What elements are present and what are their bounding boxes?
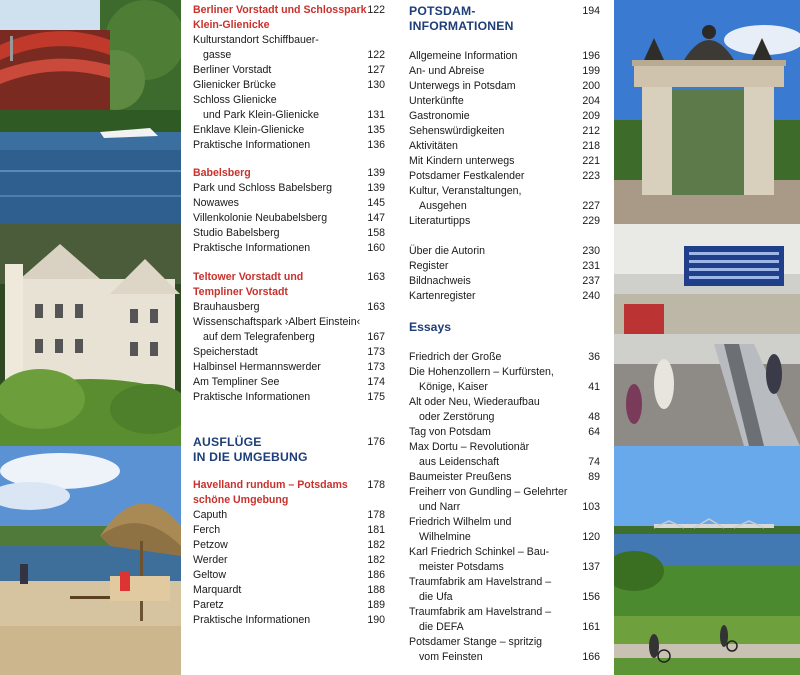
toc-entry-title <box>193 226 280 241</box>
toc-entry-title <box>193 390 310 405</box>
toc-entry-page-number: 237 <box>582 275 600 287</box>
toc-entry-title <box>409 124 504 139</box>
toc-entry-title <box>193 78 276 93</box>
toc-entry[interactable] <box>193 123 385 138</box>
toc-entry-title <box>409 395 540 425</box>
toc-entry[interactable] <box>193 315 385 345</box>
toc-entry-title-line: Praktische Informationen <box>193 391 311 403</box>
toc-entry-title <box>409 605 551 635</box>
toc-entry-page-number: 194 <box>582 5 600 17</box>
toc-entry-page-number: 139 <box>367 182 385 194</box>
toc-entry-title <box>409 79 516 94</box>
toc-entry-title <box>409 545 549 575</box>
toc-entry-page-number: 212 <box>582 125 600 137</box>
toc-entry-title-line: Geltow <box>193 569 226 581</box>
toc-entry-title-line: Gastronomie <box>409 110 470 122</box>
toc-entry[interactable] <box>409 289 600 304</box>
toc-entry-page-number: 158 <box>367 227 385 239</box>
toc-entry-title <box>409 289 476 304</box>
toc-entry-title-line: Glienicker Brücke <box>193 79 277 91</box>
toc-entry-title <box>409 4 514 34</box>
toc-entry[interactable] <box>409 109 600 124</box>
toc-entry-title <box>193 568 226 583</box>
toc-entry-title-line: Templiner Vorstadt <box>193 286 288 298</box>
toc-entry-page-number: 199 <box>582 65 600 77</box>
toc-entry-page-number: 209 <box>582 110 600 122</box>
toc-entry[interactable] <box>409 169 600 184</box>
toc-entry-title-line: Max Dortu – Revolutionär <box>409 441 530 453</box>
toc-entry[interactable] <box>409 485 600 515</box>
toc-entry-page-number: 122 <box>367 49 385 61</box>
toc-entry-title-line: die Ufa <box>419 591 453 603</box>
toc-entry[interactable] <box>193 241 385 256</box>
toc-entry[interactable] <box>409 94 600 109</box>
toc-entry-title-line: meister Potsdams <box>419 561 504 573</box>
toc-entry[interactable] <box>409 259 600 274</box>
toc-entry-page-number: 190 <box>367 614 385 626</box>
toc-entry-title-line: Teltower Vorstadt und <box>193 271 304 283</box>
toc-entry-title <box>409 440 529 470</box>
toc-entry-page-number: 218 <box>582 140 600 152</box>
toc-entry[interactable] <box>409 79 600 94</box>
toc-entry-title-line: Unterkünfte <box>409 95 464 107</box>
toc-entry-page-number: 145 <box>367 197 385 209</box>
toc-entry-title <box>409 515 511 545</box>
toc-entry-title-line: vom Feinsten <box>419 651 483 663</box>
toc-entry[interactable] <box>193 613 385 628</box>
toc-entry-page-number: 74 <box>588 456 600 468</box>
toc-entry-title <box>409 214 470 229</box>
toc-entry[interactable] <box>409 605 600 635</box>
toc-entry-page-number: 240 <box>582 290 600 302</box>
toc-entry-title-line: INFORMATIONEN <box>409 19 514 33</box>
toc-section-heading[interactable] <box>193 270 385 300</box>
toc-entry-title <box>193 523 220 538</box>
toc-entry[interactable] <box>193 538 385 553</box>
toc-entry-page-number: 147 <box>367 212 385 224</box>
toc-entry[interactable] <box>409 139 600 154</box>
toc-entry-title-line: Havelland rundum – Potsdams <box>193 479 348 491</box>
toc-entry-title <box>409 320 451 335</box>
toc-entry-title-line: Könige, Kaiser <box>419 381 488 393</box>
toc-entry-title-line: Sehenswürdigkeiten <box>409 125 505 137</box>
toc-entry-page-number: 137 <box>582 561 600 573</box>
toc-entry-page-number: 163 <box>367 271 385 283</box>
toc-entry-title-line: Essays <box>409 320 452 334</box>
toc-entry-title-line: Praktische Informationen <box>193 614 311 626</box>
toc-entry[interactable] <box>409 350 600 365</box>
toc-entry-title <box>409 184 522 214</box>
toc-entry[interactable] <box>193 360 385 375</box>
toc-entry-title-line: Am Templiner See <box>193 376 280 388</box>
toc-entry-title <box>193 270 303 300</box>
toc-entry-title <box>193 300 260 315</box>
toc-entry-title <box>409 470 511 485</box>
toc-entry-title-line: Ausgehen <box>419 200 467 212</box>
toc-entry-title-line: Caputh <box>193 509 228 521</box>
toc-entry-title-line: Allgemeine Information <box>409 50 518 62</box>
toc-entry-page-number: 130 <box>367 79 385 91</box>
toc-entry-title <box>409 139 458 154</box>
toc-entry[interactable] <box>409 184 600 214</box>
toc-entry-title-line: Kultur, Veranstaltungen, <box>409 185 522 197</box>
toc-entry-page-number: 181 <box>367 524 385 536</box>
toc-entry-title-line: Halbinsel Hermannswerder <box>193 361 321 373</box>
toc-entry[interactable] <box>409 395 600 425</box>
toc-entry[interactable] <box>409 214 600 229</box>
toc-entry-page-number: 200 <box>582 80 600 92</box>
toc-section-heading[interactable] <box>193 166 385 181</box>
toc-entry-title-line: Karl Friedrich Schinkel – Bau- <box>409 546 550 558</box>
toc-entry-title-line: Traumfabrik am Havelstrand – <box>409 606 552 618</box>
toc-section-heading[interactable] <box>193 3 385 33</box>
toc-entry-title-line: Kartenregister <box>409 290 476 302</box>
toc-entry-title-line: Marquardt <box>193 584 242 596</box>
toc-entry-page-number: 230 <box>582 245 600 257</box>
toc-entry-page-number: 48 <box>588 411 600 423</box>
toc-entry-title-line: Die Hohenzollern – Kurfürsten, <box>409 366 554 378</box>
toc-entry-page-number: 36 <box>588 351 600 363</box>
toc-entry-title <box>193 211 327 226</box>
toc-entry-title <box>409 259 448 274</box>
toc-entry[interactable] <box>409 545 600 575</box>
toc-entry-title-line: Praktische Informationen <box>193 139 311 151</box>
photo-potsdam-station-hall <box>614 224 800 446</box>
toc-entry-title-line: AUSFLÜGE <box>193 435 262 449</box>
toc-entry-title-line: POTSDAM- <box>409 4 476 18</box>
toc-entry[interactable] <box>193 33 385 63</box>
toc-entry-title-line: Alt oder Neu, Wiederaufbau <box>409 396 540 408</box>
toc-entry-title <box>193 553 228 568</box>
toc-entry-page-number: 182 <box>367 539 385 551</box>
toc-major-heading[interactable] <box>409 4 600 34</box>
toc-entry[interactable] <box>193 568 385 583</box>
toc-entry[interactable] <box>409 64 600 79</box>
toc-entry-title <box>193 613 310 628</box>
toc-entry-page-number: 189 <box>367 599 385 611</box>
toc-entry-title-line: Friedrich Wilhelm und <box>409 516 512 528</box>
toc-entry-title-line: An- und Abreise <box>409 65 485 77</box>
toc-entry-title <box>193 93 319 123</box>
toc-entry-title <box>409 169 524 184</box>
toc-entry-page-number: 131 <box>367 109 385 121</box>
toc-entry-page-number: 186 <box>367 569 385 581</box>
toc-entry[interactable] <box>409 515 600 545</box>
toc-entry-page-number: 178 <box>367 479 385 491</box>
toc-entry-page-number: 41 <box>588 381 600 393</box>
toc-entry-title-line: Brauhausberg <box>193 301 260 313</box>
toc-entry-page-number: 176 <box>367 436 385 448</box>
toc-entry-title <box>193 196 239 211</box>
photo-babelsberg-castle <box>0 224 181 446</box>
toc-entry-title-line: Speicherstadt <box>193 346 258 358</box>
toc-entry[interactable] <box>193 196 385 211</box>
toc-entry-title-line: Park und Schloss Babelsberg <box>193 182 332 194</box>
toc-section-heading[interactable] <box>193 478 385 508</box>
toc-entry-page-number: 204 <box>582 95 600 107</box>
toc-entry-page-number: 135 <box>367 124 385 136</box>
toc-entry-title <box>193 375 279 390</box>
toc-entry[interactable] <box>193 345 385 360</box>
toc-entry-page-number: 160 <box>367 242 385 254</box>
toc-entry-title <box>193 181 332 196</box>
toc-entry-title <box>193 123 304 138</box>
toc-entry-title-line: Klein-Glienicke <box>193 19 270 31</box>
toc-entry-page-number: 127 <box>367 64 385 76</box>
toc-entry-title <box>409 635 542 665</box>
toc-entry[interactable] <box>409 440 600 470</box>
toc-entry-page-number: 89 <box>588 471 600 483</box>
toc-entry-page-number: 136 <box>367 139 385 151</box>
toc-entry[interactable] <box>193 598 385 613</box>
toc-entry-page-number: 167 <box>367 331 385 343</box>
toc-entry[interactable] <box>409 49 600 64</box>
photo-beach-with-umbrella <box>0 446 181 675</box>
toc-entry-page-number: 175 <box>367 391 385 403</box>
toc-entry-title-line: Enklave Klein-Glienicke <box>193 124 305 136</box>
toc-entry-title-line: Wilhelmine <box>419 531 471 543</box>
toc-entry-title <box>193 315 360 345</box>
toc-entry-title <box>193 508 227 523</box>
toc-entry-title-line: auf dem Telegrafenberg <box>203 331 315 343</box>
toc-entry-title <box>409 154 514 169</box>
toc-entry-title-line: Traumfabrik am Havelstrand – <box>409 576 552 588</box>
toc-entry-title <box>409 274 471 289</box>
toc-entry-page-number: 156 <box>582 591 600 603</box>
toc-entry-page-number: 161 <box>582 621 600 633</box>
toc-entry-title-line: Schloss Glienicke <box>193 94 277 106</box>
toc-entry[interactable] <box>193 63 385 78</box>
toc-entry[interactable] <box>193 211 385 226</box>
toc-entry[interactable] <box>193 375 385 390</box>
toc-entry-title-line: Studio Babelsberg <box>193 227 280 239</box>
toc-entry[interactable] <box>193 390 385 405</box>
toc-entry-title-line: gasse <box>203 49 232 61</box>
toc-essays-heading[interactable] <box>409 320 600 335</box>
toc-entry[interactable] <box>409 425 600 440</box>
toc-entry-page-number: 103 <box>582 501 600 513</box>
toc-entry-title <box>409 94 464 109</box>
toc-entry-title <box>193 241 310 256</box>
photo-jaegertor-gate <box>614 0 800 224</box>
toc-entry-page-number: 182 <box>367 554 385 566</box>
toc-entry[interactable] <box>193 508 385 523</box>
toc-entry[interactable] <box>409 124 600 139</box>
toc-entry[interactable] <box>409 470 600 485</box>
toc-entry-title-line: Über die Autorin <box>409 245 485 257</box>
toc-major-heading[interactable] <box>193 435 385 465</box>
toc-entry-title-line: Aktivitäten <box>409 140 458 152</box>
toc-entry-title-line: Werder <box>193 554 228 566</box>
toc-entry-page-number: 196 <box>582 50 600 62</box>
toc-entry-title-line: Potsdamer Festkalender <box>409 170 525 182</box>
photo-hans-otto-theater-river <box>0 0 181 224</box>
toc-entry[interactable] <box>193 583 385 598</box>
toc-entry-page-number: 178 <box>367 509 385 521</box>
toc-entry-title-line: Friedrich der Große <box>409 351 502 363</box>
toc-entry-title <box>409 109 470 124</box>
toc-entry-page-number: 120 <box>582 531 600 543</box>
toc-entry-title <box>409 64 484 79</box>
toc-entry-page-number: 188 <box>367 584 385 596</box>
toc-entry[interactable] <box>409 365 600 395</box>
toc-entry-title <box>409 244 485 259</box>
toc-entry-page-number: 173 <box>367 346 385 358</box>
toc-entry-title <box>193 598 224 613</box>
toc-entry-title-line: Wissenschaftspark ›Albert Einstein‹ <box>193 316 361 328</box>
toc-entry-title-line: Freiherr von Gundling – Gelehrter <box>409 486 568 498</box>
toc-entry-title <box>409 575 551 605</box>
toc-entry-title <box>409 425 491 440</box>
toc-entry[interactable] <box>193 553 385 568</box>
toc-entry-title-line: oder Zerstörung <box>419 411 495 423</box>
toc-entry-title <box>193 166 251 181</box>
toc-entry-title-line: Register <box>409 260 449 272</box>
toc-entry-page-number: 173 <box>367 361 385 373</box>
toc-entry-title-line: schöne Umgebung <box>193 494 289 506</box>
toc-entry-page-number: 163 <box>367 301 385 313</box>
toc-entry-title-line: IN DIE UMGEBUNG <box>193 450 308 464</box>
toc-entry-title-line: Unterwegs in Potsdam <box>409 80 516 92</box>
toc-entry-page-number: 64 <box>588 426 600 438</box>
toc-entry-title-line: Praktische Informationen <box>193 242 311 254</box>
photo-glienicke-bridge-havel <box>614 446 800 675</box>
toc-entry[interactable] <box>409 635 600 665</box>
toc-entry-title <box>193 478 348 508</box>
toc-entry-title <box>193 435 308 465</box>
toc-entry-page-number: 227 <box>582 200 600 212</box>
toc-entry[interactable] <box>193 226 385 241</box>
toc-entry-title-line: Ferch <box>193 524 221 536</box>
toc-entry[interactable] <box>409 244 600 259</box>
toc-entry-title <box>193 345 258 360</box>
toc-entry-title-line: Babelsberg <box>193 167 251 179</box>
toc-entry-title <box>193 63 271 78</box>
toc-entry[interactable] <box>193 78 385 93</box>
toc-entry-title-line: aus Leidenschaft <box>419 456 500 468</box>
toc-entry-title-line: die DEFA <box>419 621 464 633</box>
toc-entry-title <box>193 33 319 63</box>
toc-entry[interactable] <box>409 274 600 289</box>
toc-entry-title-line: Bildnachweis <box>409 275 471 287</box>
toc-entry-title-line: Villenkolonie Neubabelsberg <box>193 212 328 224</box>
toc-entry-title <box>193 360 321 375</box>
toc-entry-page-number: 166 <box>582 651 600 663</box>
toc-entry-title <box>193 583 241 598</box>
toc-entry[interactable] <box>409 154 600 169</box>
toc-entry-page-number: 231 <box>582 260 600 272</box>
toc-entry-title <box>193 3 366 33</box>
toc-entry-page-number: 139 <box>367 167 385 179</box>
toc-entry-title-line: Nowawes <box>193 197 239 209</box>
toc-entry-page-number: 174 <box>367 376 385 388</box>
toc-entry-title-line: und Narr <box>419 501 461 513</box>
toc-entry-title <box>193 538 228 553</box>
toc-entry-page-number: 229 <box>582 215 600 227</box>
toc-entry-title-line: Baumeister Preußens <box>409 471 512 483</box>
toc-entry[interactable] <box>409 575 600 605</box>
toc-entry-page-number: 122 <box>367 4 385 16</box>
toc-entry-title <box>409 365 554 395</box>
toc-entry[interactable] <box>193 138 385 153</box>
toc-entry-title-line: und Park Klein-Glienicke <box>203 109 319 121</box>
toc-entry-title-line: Petzow <box>193 539 228 551</box>
toc-entry-title <box>409 350 501 365</box>
toc-entry-page-number: 221 <box>582 155 600 167</box>
toc-entry-title <box>409 485 567 515</box>
toc-entry[interactable] <box>193 181 385 196</box>
toc-entry-title-line: Literaturtipps <box>409 215 471 227</box>
toc-entry[interactable] <box>193 300 385 315</box>
toc-entry-title-line: Berliner Vorstadt <box>193 64 272 76</box>
toc-entry-title <box>409 49 517 64</box>
toc-entry[interactable] <box>193 93 385 123</box>
toc-entry-title-line: Paretz <box>193 599 224 611</box>
toc-entry-title-line: Tag von Potsdam <box>409 426 491 438</box>
toc-entry[interactable] <box>193 523 385 538</box>
toc-entry-title-line: Kulturstandort Schiffbauer- <box>193 34 319 46</box>
toc-entry-title-line: Potsdamer Stange – spritzig <box>409 636 543 648</box>
toc-entry-title <box>193 138 310 153</box>
toc-entry-title-line: Berliner Vorstadt und Schlosspark <box>193 4 367 16</box>
toc-entry-title-line: Mit Kindern unterwegs <box>409 155 515 167</box>
toc-entry-page-number: 223 <box>582 170 600 182</box>
